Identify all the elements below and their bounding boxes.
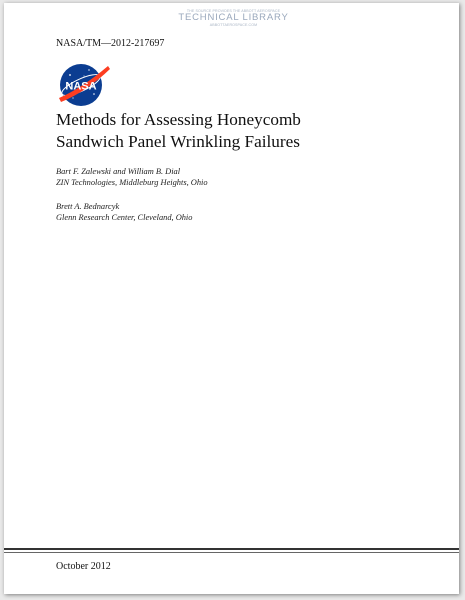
technical-library-watermark bbox=[176, 9, 291, 27]
watermark-main-text: TECHNICAL LIBRARY bbox=[178, 12, 289, 23]
document-title bbox=[56, 109, 396, 153]
author-affiliation-1: ZIN Technologies, Middleburg Heights, Ohio bbox=[56, 178, 208, 187]
author-affiliation-2: Glenn Research Center, Cleveland, Ohio bbox=[56, 213, 193, 222]
document-page bbox=[4, 3, 459, 594]
report-number: NASA/TM—2012-217697 bbox=[56, 38, 165, 49]
watermark-top-text: THE SOURCE PROVIDES THE ABBOTT AEROSPACE bbox=[186, 9, 281, 13]
footer-rule-thin bbox=[4, 552, 459, 553]
author-names-2: Brett A. Bednarcyk bbox=[56, 202, 120, 211]
author-block-1 bbox=[56, 166, 208, 188]
nasa-logo-text: NASA bbox=[65, 80, 97, 93]
watermark-bottom-text: ABBOTTAEROSPACE.COM bbox=[209, 23, 258, 27]
title-line-1: Methods for Assessing Honeycomb bbox=[56, 110, 301, 129]
title-line-2: Sandwich Panel Wrinkling Failures bbox=[56, 132, 300, 151]
author-names-1: Bart F. Zalewski and William B. Dial bbox=[56, 167, 181, 176]
footer-rule-thick bbox=[4, 548, 459, 550]
publication-date: October 2012 bbox=[56, 561, 111, 572]
author-block-2 bbox=[56, 201, 192, 223]
nasa-meatball-icon bbox=[56, 58, 112, 110]
